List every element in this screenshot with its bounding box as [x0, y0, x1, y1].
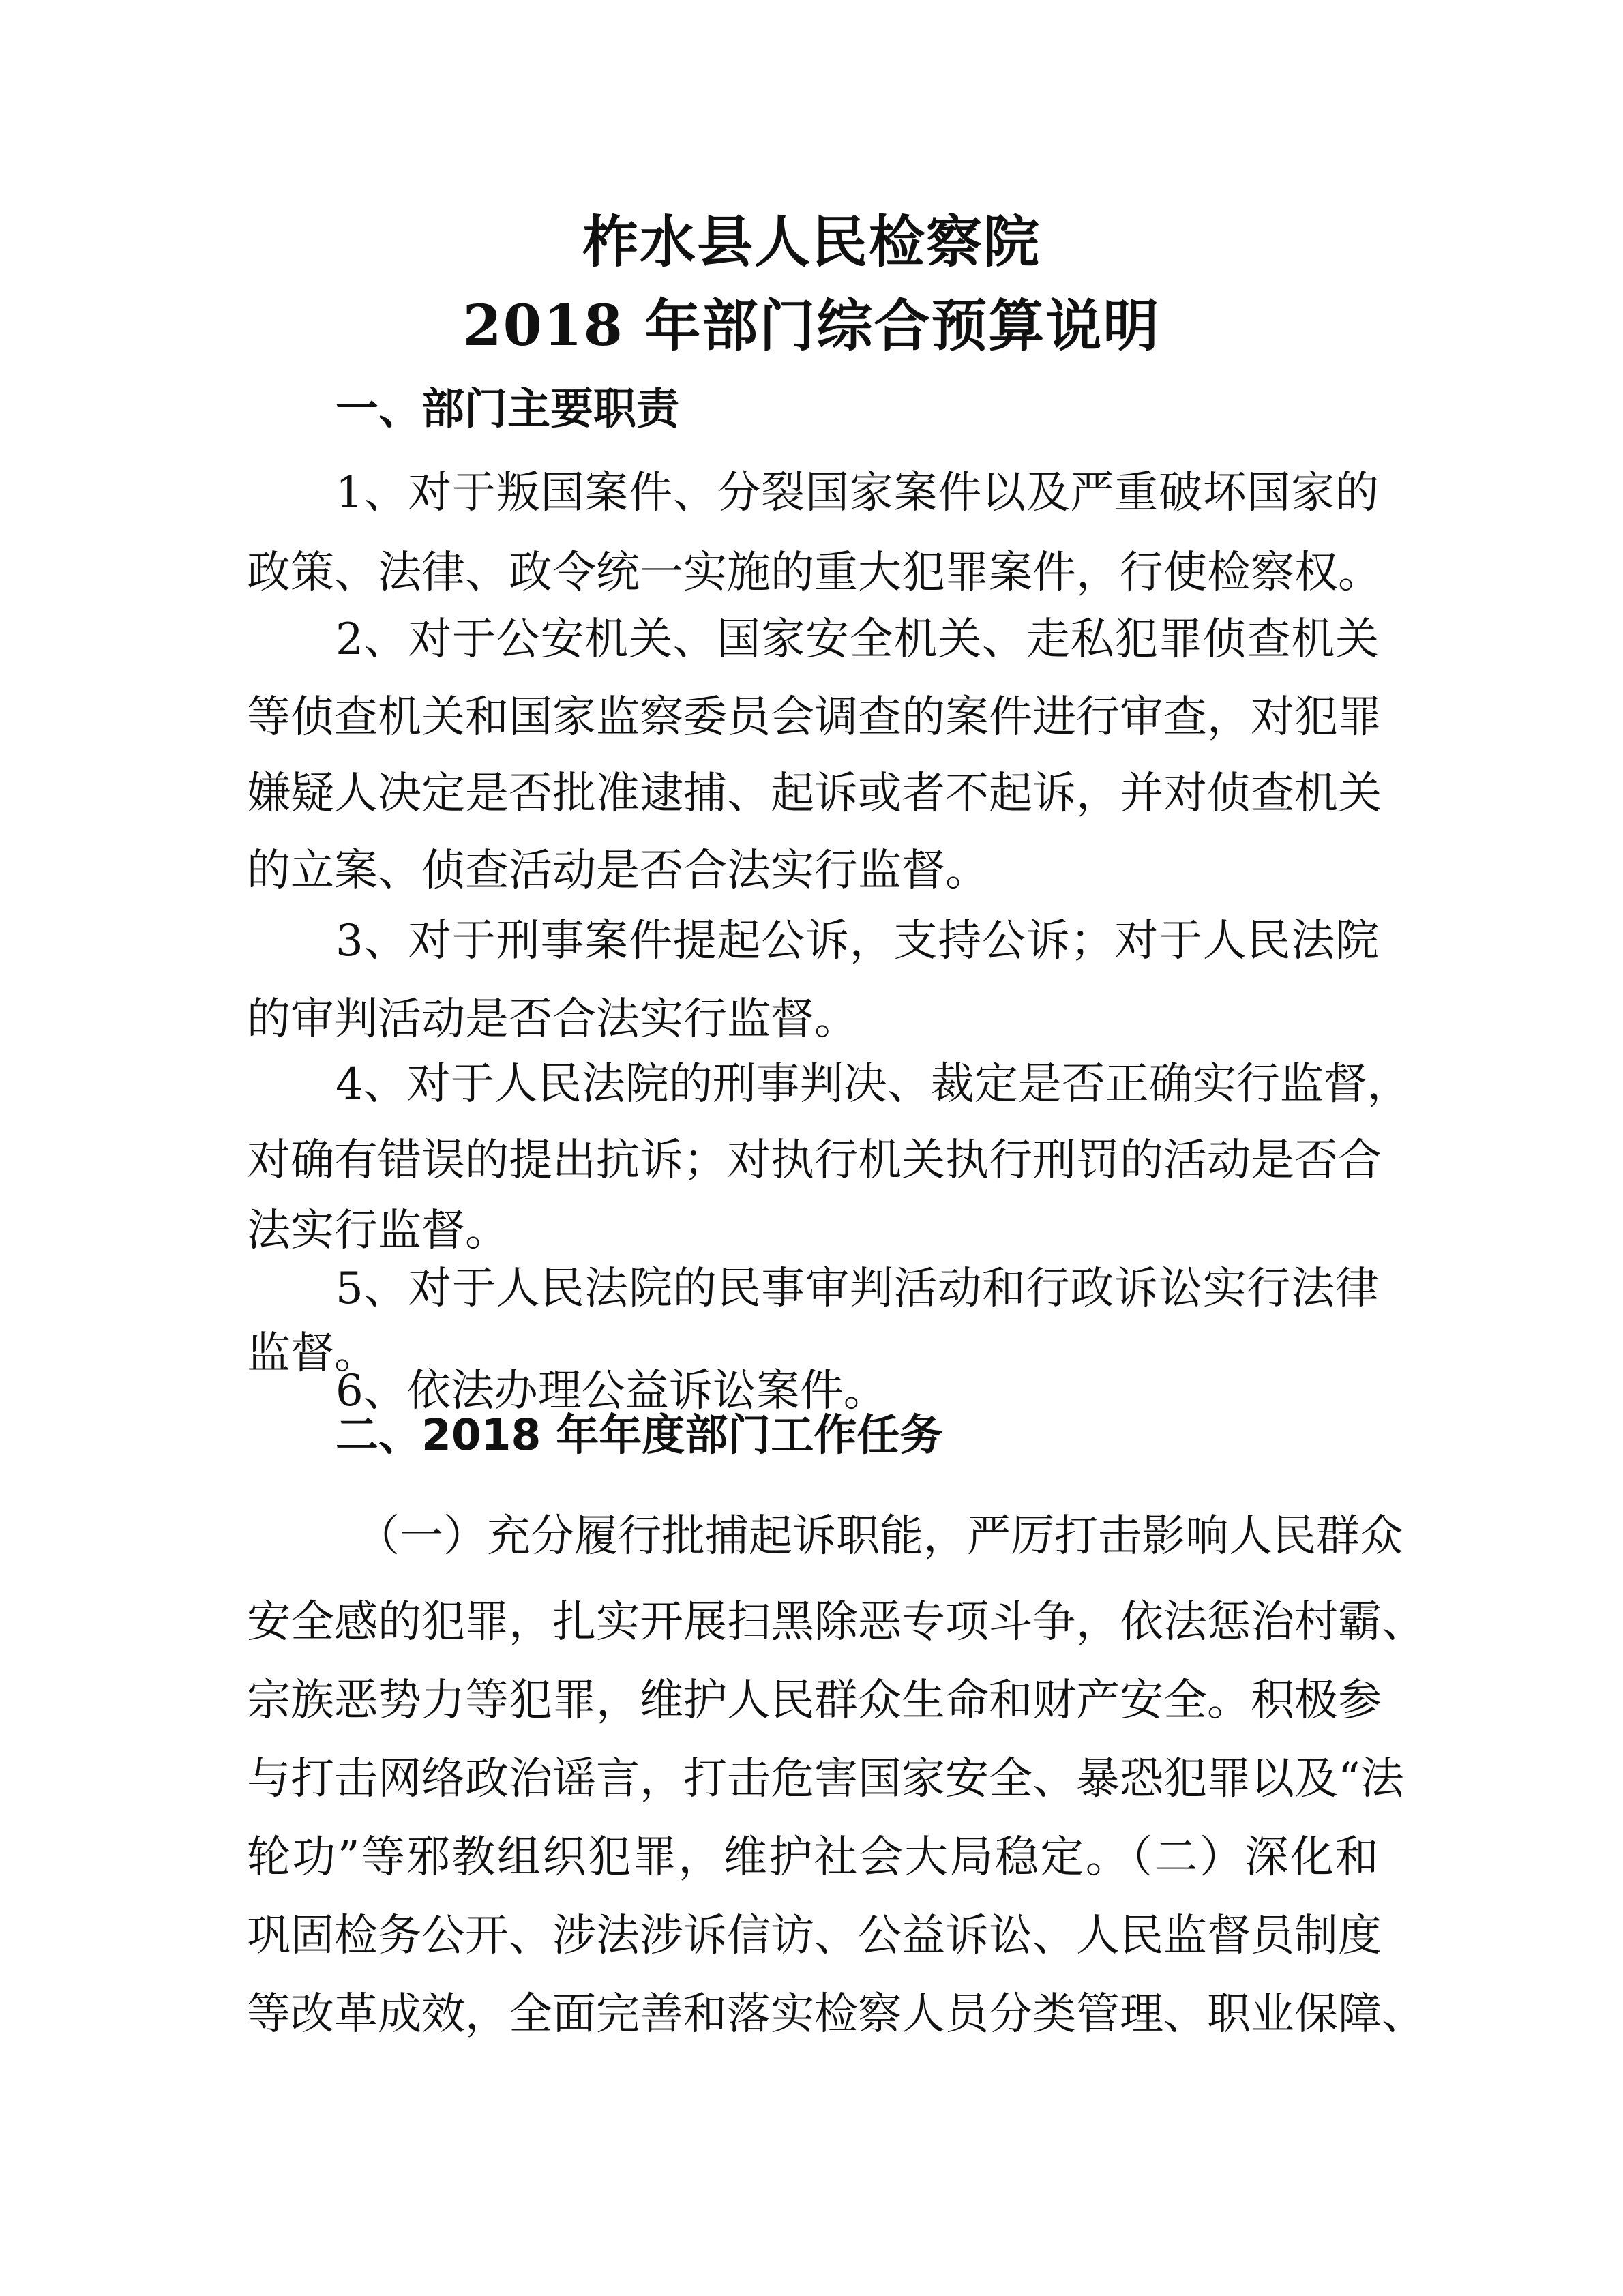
paragraph-line: 的审判活动是否合法实行监督。 [247, 994, 858, 1045]
paragraph-line: 5、对于人民法院的民事审判活动和行政诉讼实行法律 [336, 1264, 1379, 1314]
paragraph-line: 与打击网络政治谣言，打击危害国家安全、暴恐犯罪以及“法 [247, 1754, 1404, 1804]
paragraph-line: 宗族恶势力等犯罪，维护人民群众生命和财产安全。积极参 [247, 1675, 1382, 1726]
paragraph-line: 嫌疑人决定是否批准逮捕、起诉或者不起诉，并对侦查机关 [247, 769, 1382, 819]
paragraph-line: 法实行监督。 [247, 1206, 509, 1256]
document-title: 柞水县人民检察院 [582, 209, 1041, 275]
paragraph-line: 安全感的犯罪，扎实开展扫黑除恶专项斗争，依法惩治村霸、 [247, 1597, 1425, 1648]
paragraph-line: 的立案、侦查活动是否合法实行监督。 [247, 846, 989, 896]
section-heading-duties: 一、部门主要职责 [336, 384, 679, 434]
paragraph-line: 等侦查机关和国家监察委员会调查的案件进行审查，对犯罪 [247, 692, 1382, 743]
paragraph-line: 3、对于刑事案件提起公诉，支持公诉；对于人民法院 [336, 916, 1379, 966]
paragraph-line: 1、对于叛国案件、分裂国家案件以及严重破坏国家的 [336, 468, 1379, 518]
paragraph-line: （一）充分履行批捕起诉职能，严厉打击影响人民群众 [356, 1511, 1403, 1562]
paragraph-line: 政策、法律、政令统一实施的重大犯罪案件，行使检察权。 [247, 548, 1382, 598]
document-subtitle: 2018 年部门综合预算说明 [462, 293, 1161, 359]
paragraph-line: 4、对于人民法院的刑事判决、裁定是否正确实行监督， [336, 1059, 1411, 1109]
paragraph-line: 2、对于公安机关、国家安全机关、走私犯罪侦查机关 [336, 614, 1379, 665]
paragraph-line: 监督。 [247, 1328, 378, 1379]
paragraph-line: 6、依法办理公益诉讼案件。 [336, 1366, 887, 1416]
paragraph-line: 巩固检务公开、涉法涉诉信访、公益诉讼、人民监督员制度 [247, 1911, 1382, 1961]
paragraph-line: 轮功”等邪教组织犯罪，维护社会大局稳定。（二）深化和 [247, 1832, 1379, 1883]
section-heading-tasks: 二、2018 年年度部门工作任务 [336, 1410, 943, 1460]
paragraph-line: 等改革成效，全面完善和落实检察人员分类管理、职业保障、 [247, 1989, 1425, 2040]
paragraph-line: 对确有错误的提出抗诉；对执行机关执行刑罚的活动是否合 [247, 1135, 1382, 1186]
